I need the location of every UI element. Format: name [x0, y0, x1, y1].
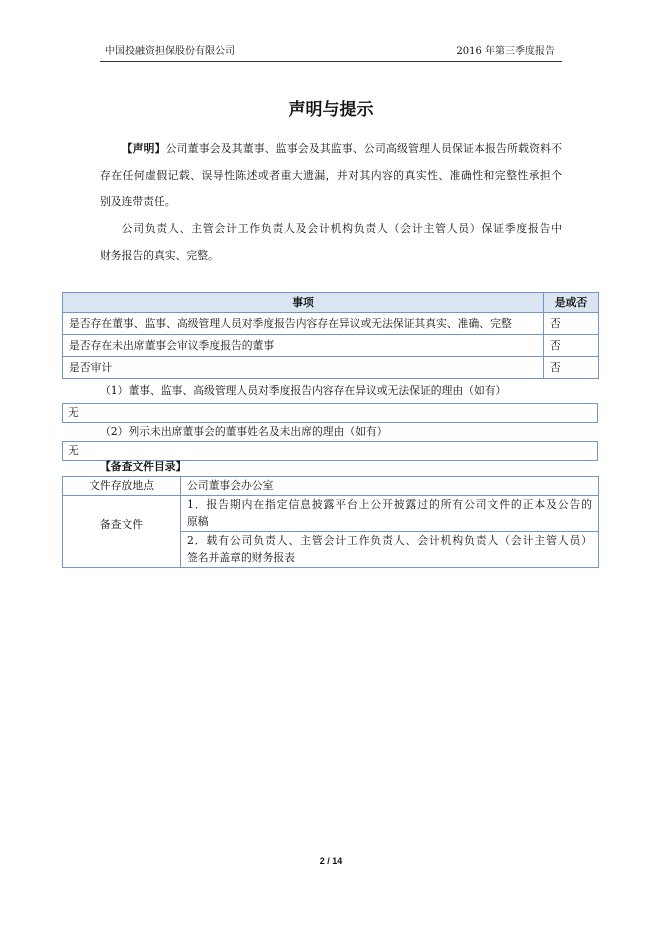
- location-value-cell: 公司董事会办公室: [181, 477, 599, 496]
- table-row: [63, 495, 599, 531]
- header-report-title: 2016 年第三季度报告: [456, 46, 555, 57]
- table-row: [63, 357, 599, 379]
- matter-cell: 是否存在未出席董事会审议季度报告的董事: [63, 335, 544, 357]
- doc-item-line: 2．载有公司负责人、主管会计工作负责人、会计机构负责人（会计主管人员）: [187, 533, 592, 547]
- doc-item-line: 原稿: [187, 515, 209, 528]
- header-company-name: 中国投融资担保股份有限公司: [105, 46, 235, 57]
- answer-cell: 否: [544, 313, 599, 335]
- doc-item-cell: [181, 495, 599, 531]
- matters-table: [62, 292, 599, 379]
- table-header-row: [63, 293, 599, 313]
- objection-label: （1）董事、监事、高级管理人员对季度报告内容存在异议或无法保证的理由（如有）: [100, 384, 507, 397]
- page-title: 声明与提示: [288, 100, 374, 120]
- matter-cell: 是否存在董事、监事、高级管理人员对季度报告内容存在异议或无法保证其真实、准确、完整: [63, 313, 544, 335]
- declaration-label: 【声明】: [121, 142, 166, 155]
- declaration-line-3: 别及连带责任。: [100, 195, 176, 209]
- objection-value-box: [62, 403, 598, 423]
- declaration-line-2: 存在任何虚假记载、误导性陈述或者重大遗漏，并对其内容的真实性、准确性和完整性承担个: [100, 168, 562, 182]
- absent-directors-value-box: [62, 441, 598, 461]
- absent-directors-label: （2）列示未出席董事会的董事姓名及未出席的理由（如有）: [100, 425, 388, 438]
- reference-docs-table: [62, 476, 599, 568]
- answer-cell: 否: [544, 335, 599, 357]
- objection-value: 无: [68, 406, 79, 419]
- guarantee-line-2: 财务报告的真实、完整。: [100, 248, 219, 262]
- reference-docs-heading: 【备查文件目录】: [100, 460, 187, 473]
- header-divider: [100, 61, 562, 62]
- doc-item-line: 1．报告期内在指定信息披露平台上公开披露过的所有公司文件的正本及公告的: [187, 497, 592, 511]
- location-label-cell: 文件存放地点: [63, 477, 181, 496]
- answer-cell: 否: [544, 357, 599, 379]
- declaration-line-1: [100, 136, 562, 163]
- table-row: [63, 477, 599, 496]
- absent-directors-value: 无: [68, 444, 79, 457]
- matter-cell: 是否审计: [63, 357, 544, 379]
- declaration-text: 公司董事会及其董事、监事会及其监事、公司高级管理人员保证本报告所载资料不: [165, 142, 562, 155]
- docs-label-cell: 备查文件: [63, 495, 181, 567]
- doc-item-line: 签名并盖章的财务报表: [187, 551, 295, 564]
- doc-item-cell: [181, 531, 599, 567]
- table-row: [63, 313, 599, 335]
- page-number: 2 / 14: [319, 856, 343, 866]
- table-row: [63, 335, 599, 357]
- column-header-answer: 是或否: [544, 293, 599, 313]
- column-header-matter: 事项: [63, 293, 544, 313]
- guarantee-line-1: 公司负责人、主管会计工作负责人及会计机构负责人（会计主管人员）保证季度报告中: [121, 222, 562, 236]
- statement-body: [100, 136, 562, 270]
